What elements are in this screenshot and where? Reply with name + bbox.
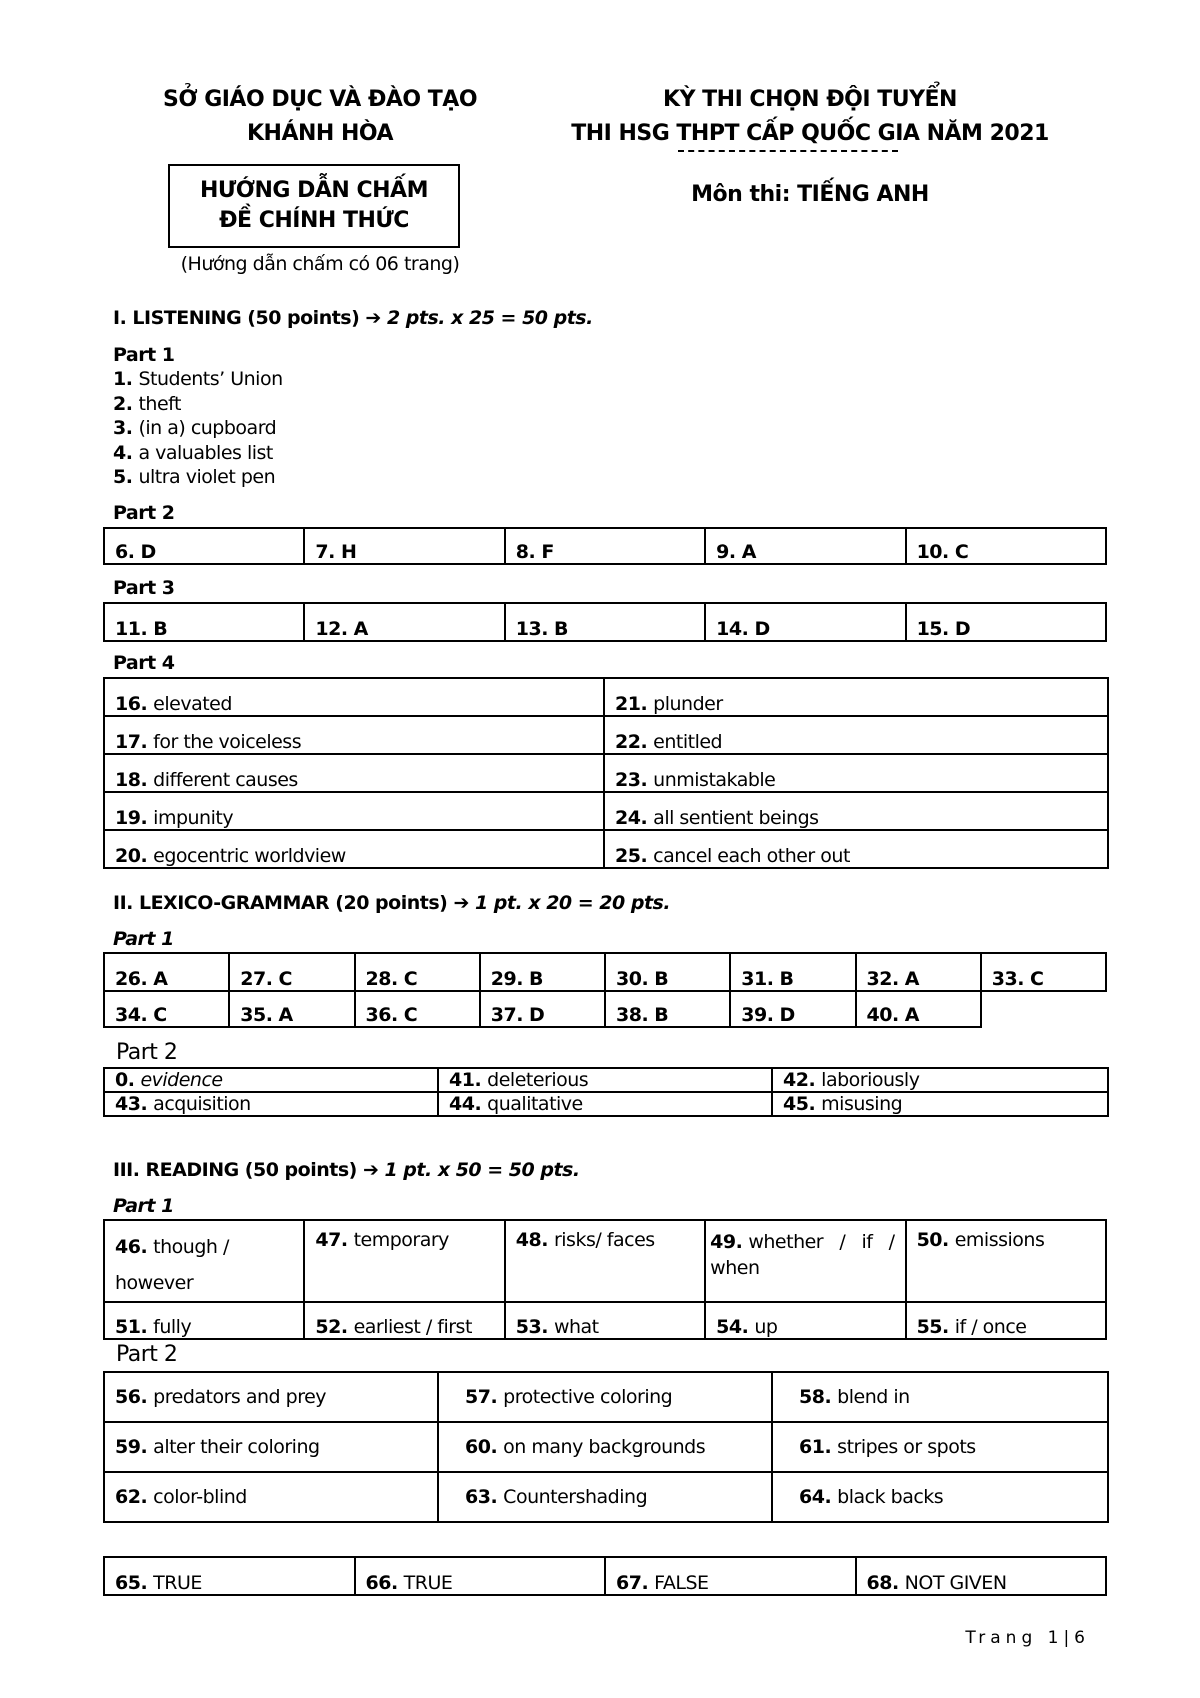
- list-item: 2. theft: [113, 392, 181, 415]
- answer-cell: 11. B: [104, 603, 304, 641]
- lexico-section-title: II. LEXICO-GRAMMAR (20 points) ➔ 1 pt. x 20 = 20 pts.: [113, 892, 671, 914]
- answer-cell: 41. deleterious: [438, 1068, 772, 1092]
- answer-cell: 62. color-blind: [104, 1472, 438, 1522]
- answer-cell: 36. C: [355, 991, 480, 1027]
- answer-cell: 16. elevated: [104, 678, 604, 716]
- answer-cell: 52. earliest / first: [304, 1302, 504, 1339]
- answer-cell: 28. C: [355, 953, 480, 991]
- answer-cell: 21. plunder: [604, 678, 1108, 716]
- table-row: [104, 1220, 1106, 1302]
- listening-part2-label: Part 2: [113, 502, 175, 524]
- answer-cell: 7. H: [304, 528, 504, 564]
- answer-cell: 38. B: [605, 991, 730, 1027]
- table-row: [104, 1472, 1108, 1522]
- answer-cell: 64. black backs: [772, 1472, 1108, 1522]
- reading-part1-table: [103, 1219, 1107, 1340]
- listening-part4-label: Part 4: [113, 652, 175, 674]
- answer-cell: 37. D: [480, 991, 605, 1027]
- list-item: 5. ultra violet pen: [113, 466, 276, 488]
- exam-title-line-1: KỲ THI CHỌN ĐỘI TUYỂN: [663, 87, 957, 112]
- answer-cell: 27. C: [229, 953, 354, 991]
- answer-cell: 61. stripes or spots: [772, 1422, 1108, 1472]
- lexico-part1-table: [103, 952, 1107, 1028]
- listening-part4-table: [103, 677, 1109, 869]
- answer-cell: 0. evidence: [104, 1068, 438, 1092]
- table-row: [104, 528, 1106, 564]
- answer-cell: 8. F: [505, 528, 705, 564]
- answer-cell: 25. cancel each other out: [604, 830, 1108, 868]
- box-line-2: ĐỀ CHÍNH THỨC: [219, 208, 409, 233]
- answer-cell: 9. A: [705, 528, 905, 564]
- department-line-2: KHÁNH HÒA: [246, 121, 394, 146]
- arrow-icon: ➔: [362, 1159, 379, 1181]
- answer-cell: 54. up: [705, 1302, 905, 1339]
- answer-cell: 57. protective coloring: [438, 1372, 772, 1422]
- answer-cell: 55. if / once: [906, 1302, 1106, 1339]
- answer-cell: 56. predators and prey: [104, 1372, 438, 1422]
- answer-cell: 58. blend in: [772, 1372, 1108, 1422]
- lexico-part2-label: Part 2: [116, 1040, 178, 1065]
- list-item: 4. a valuables list: [113, 441, 273, 464]
- answer-cell: 34. C: [104, 991, 229, 1027]
- answer-cell: 6. D: [104, 528, 304, 564]
- table-row: [104, 830, 1108, 868]
- table-row: [104, 953, 1106, 991]
- table-row: [104, 716, 1108, 754]
- table-row: [104, 1422, 1108, 1472]
- answer-cell: 67. FALSE: [605, 1557, 856, 1595]
- answer-cell: 45. misusing: [772, 1092, 1108, 1116]
- official-answer-key-box: [168, 164, 460, 248]
- reading-part1-label: Part 1: [113, 1195, 174, 1217]
- listening-part3-table: [103, 602, 1107, 642]
- listening-part2-table: [103, 527, 1107, 565]
- reading-part2b-table: [103, 1556, 1107, 1596]
- answer-cell: 65. TRUE: [104, 1557, 355, 1595]
- header-divider: [678, 150, 898, 152]
- answer-cell: 12. A: [304, 603, 504, 641]
- table-row: [104, 1372, 1108, 1422]
- page-number: Trang 1|6: [965, 1628, 1090, 1648]
- answer-cell: 66. TRUE: [355, 1557, 606, 1595]
- answer-cell: 59. alter their coloring: [104, 1422, 438, 1472]
- department-line-1: SỞ GIÁO DỤC VÀ ĐÀO TẠO: [162, 87, 478, 112]
- listening-part1-list: [113, 367, 283, 490]
- answer-cell: 10. C: [906, 528, 1106, 564]
- list-item: 1. Students’ Union: [113, 368, 283, 390]
- answer-cell: 35. A: [229, 991, 354, 1027]
- answer-cell: 20. egocentric worldview: [104, 830, 604, 868]
- answer-cell: 43. acquisition: [104, 1092, 438, 1116]
- answer-cell: 15. D: [906, 603, 1106, 641]
- department-name: [140, 83, 500, 151]
- table-row: [104, 1092, 1108, 1116]
- answer-cell: 49. whether / if / when: [705, 1220, 905, 1302]
- table-row: [104, 1302, 1106, 1339]
- answer-cell: 47. temporary: [304, 1220, 504, 1302]
- exam-title-line-2: THI HSG THPT CẤP QUỐC GIA NĂM 2021: [571, 121, 1049, 146]
- table-row: [104, 1068, 1108, 1092]
- answer-cell: 18. different causes: [104, 754, 604, 792]
- answer-cell: 13. B: [505, 603, 705, 641]
- answer-cell: 46. though / however: [104, 1220, 304, 1302]
- reading-part2-label: Part 2: [116, 1342, 178, 1367]
- listening-part3-label: Part 3: [113, 577, 175, 599]
- answer-cell: 40. A: [856, 991, 981, 1027]
- page-count-note: (Hướng dẫn chấm có 06 trang): [180, 253, 460, 275]
- answer-cell: 30. B: [605, 953, 730, 991]
- answer-cell: 53. what: [505, 1302, 705, 1339]
- reading-section-title: III. READING (50 points) ➔ 1 pt. x 50 = 50 pts.: [113, 1159, 580, 1181]
- answer-cell: 42. laboriously: [772, 1068, 1108, 1092]
- empty-cell: [981, 991, 1106, 1027]
- table-row: [104, 754, 1108, 792]
- subject-label: Môn thi: TIẾNG ANH: [691, 182, 929, 207]
- answer-cell: 26. A: [104, 953, 229, 991]
- answer-cell: 33. C: [981, 953, 1106, 991]
- answer-cell: 17. for the voiceless: [104, 716, 604, 754]
- answer-cell: 29. B: [480, 953, 605, 991]
- answer-cell: 32. A: [856, 953, 981, 991]
- listening-section-title: I. LISTENING (50 points) ➔ 2 pts. x 25 = 50 pts.: [113, 307, 593, 329]
- table-row: [104, 603, 1106, 641]
- answer-cell: 63. Countershading: [438, 1472, 772, 1522]
- arrow-icon: ➔: [453, 892, 469, 914]
- answer-cell: 24. all sentient beings: [604, 792, 1108, 830]
- answer-cell: 44. qualitative: [438, 1092, 772, 1116]
- answer-cell: 48. risks/ faces: [505, 1220, 705, 1302]
- list-item: 3. (in a) cupboard: [113, 417, 277, 439]
- exam-title: [560, 83, 1060, 151]
- answer-cell: 14. D: [705, 603, 905, 641]
- lexico-part1-label: Part 1: [113, 928, 174, 950]
- answer-cell: 23. unmistakable: [604, 754, 1108, 792]
- answer-cell: 22. entitled: [604, 716, 1108, 754]
- lexico-part2-table: [103, 1067, 1109, 1117]
- answer-cell: 39. D: [730, 991, 855, 1027]
- answer-cell: 31. B: [730, 953, 855, 991]
- arrow-icon: ➔: [365, 307, 381, 329]
- box-line-1: HƯỚNG DẪN CHẤM: [200, 178, 428, 203]
- table-row: [104, 678, 1108, 716]
- answer-cell: 50. emissions: [906, 1220, 1106, 1302]
- answer-cell: 68. NOT GIVEN: [856, 1557, 1107, 1595]
- table-row: [104, 991, 1106, 1027]
- listening-part1-label: Part 1: [113, 344, 175, 366]
- reading-part2-table: [103, 1371, 1109, 1523]
- answer-cell: 19. impunity: [104, 792, 604, 830]
- table-row: [104, 1557, 1106, 1595]
- answer-cell: 51. fully: [104, 1302, 304, 1339]
- answer-cell: 60. on many backgrounds: [438, 1422, 772, 1472]
- table-row: [104, 792, 1108, 830]
